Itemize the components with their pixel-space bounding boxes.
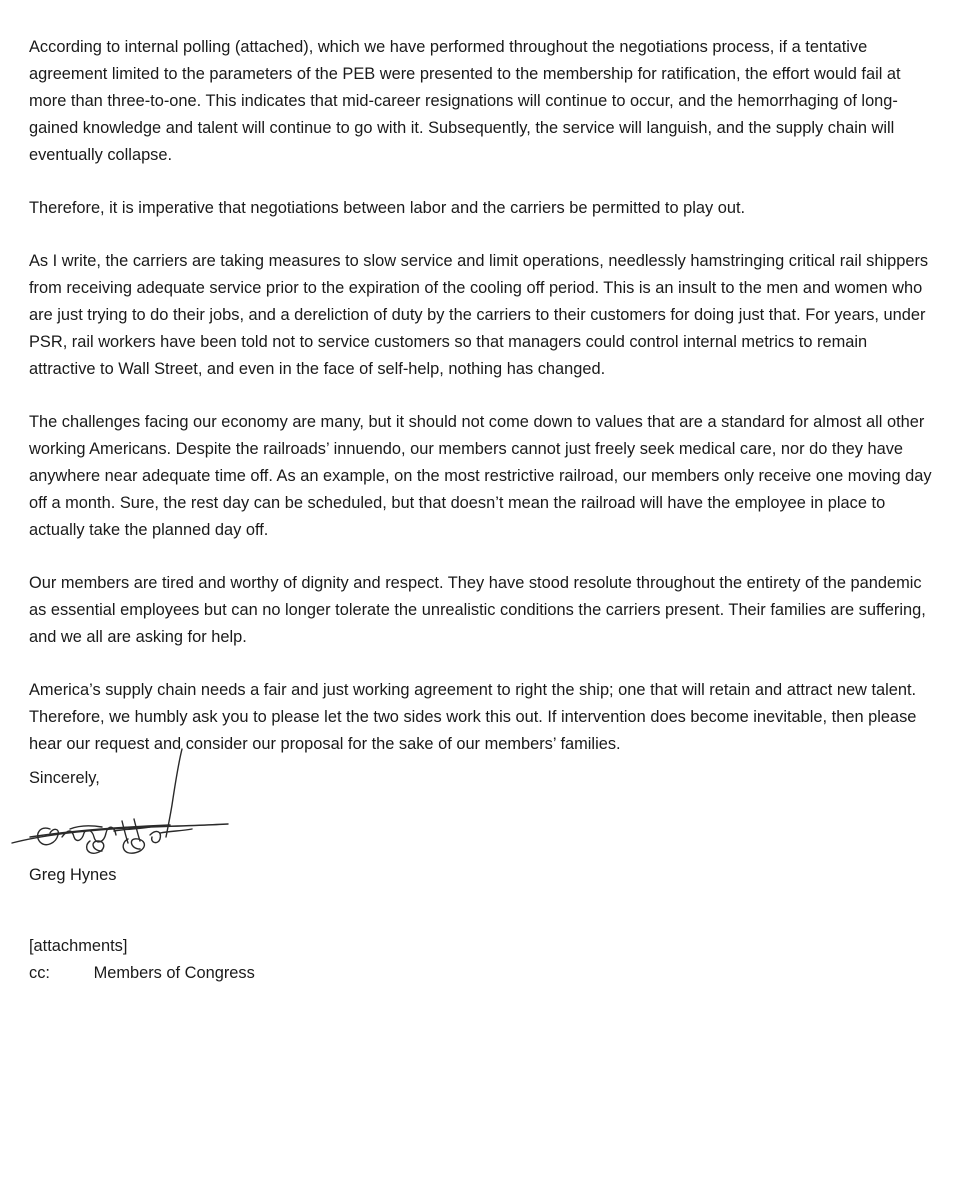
cc-label: cc: [29,964,50,982]
closing-salutation: Sincerely, [29,769,100,787]
paragraph-polling: According to internal polling (attached), which we have performed throughout the negotiations process, if a tentative agreement limited to the parameters of the PEB were presented to the membership for ratification, the effort would fail at more than three-to-one. This indicates that mid-career resignations will continue to occur, and the hemorrhaging of long-gained knowledge and talent will continue to go with it. Subsequently, the service will languish, and the supply chain will eventually collapse. [29,38,901,164]
cc-recipients: Members of Congress [93,964,255,982]
handwritten-signature [10,745,240,860]
cc-line [29,960,255,987]
attachments-note: [attachments] [29,937,128,955]
letter-body [29,34,935,784]
signer-name: Greg Hynes [29,866,117,884]
paragraph-challenges: The challenges facing our economy are many, but it should not come down to values that are a standard for almost all other working Americans. Despite the railroads’ innuendo, our members cannot just freely seek medical care, nor do they have anywhere near adequate time off. As an example, on the most restrictive railroad, our members only receive one moving day off a month. Sure, the rest day can be scheduled, but that doesn’t mean the railroad will have the employee in place to actually take the planned day off. [29,413,932,539]
paragraph-members: Our members are tired and worthy of dignity and respect. They have stood resolute throughout the entirety of the pandemic as essential employees but can no longer tolerate the unrealistic conditions the carriers present. Their families are suffering, and we all are asking for help. [29,574,926,646]
paragraph-carriers: As I write, the carriers are taking measures to slow service and limit operations, needlessly hamstringing critical rail shippers from receiving adequate service prior to the expiration of the cooling off period. This is an insult to the men and women who are just trying to do their jobs, and a dereliction of duty by the carriers to their customers for doing just that. For years, under PSR, rail workers have been told not to service customers so that managers could control internal metrics to remain attractive to Wall Street, and even in the face of self-help, nothing has changed. [29,252,929,378]
paragraph-therefore: Therefore, it is imperative that negotiations between labor and the carriers be permitted to play out. [29,199,746,217]
paragraph-supply-chain: America’s supply chain needs a fair and just working agreement to right the ship; one that will retain and attract new talent. Therefore, we humbly ask you to please let the two sides work this out. If intervention does become inevitable, then please hear our request and consider our proposal for the sake of our members’ families. [29,681,917,753]
